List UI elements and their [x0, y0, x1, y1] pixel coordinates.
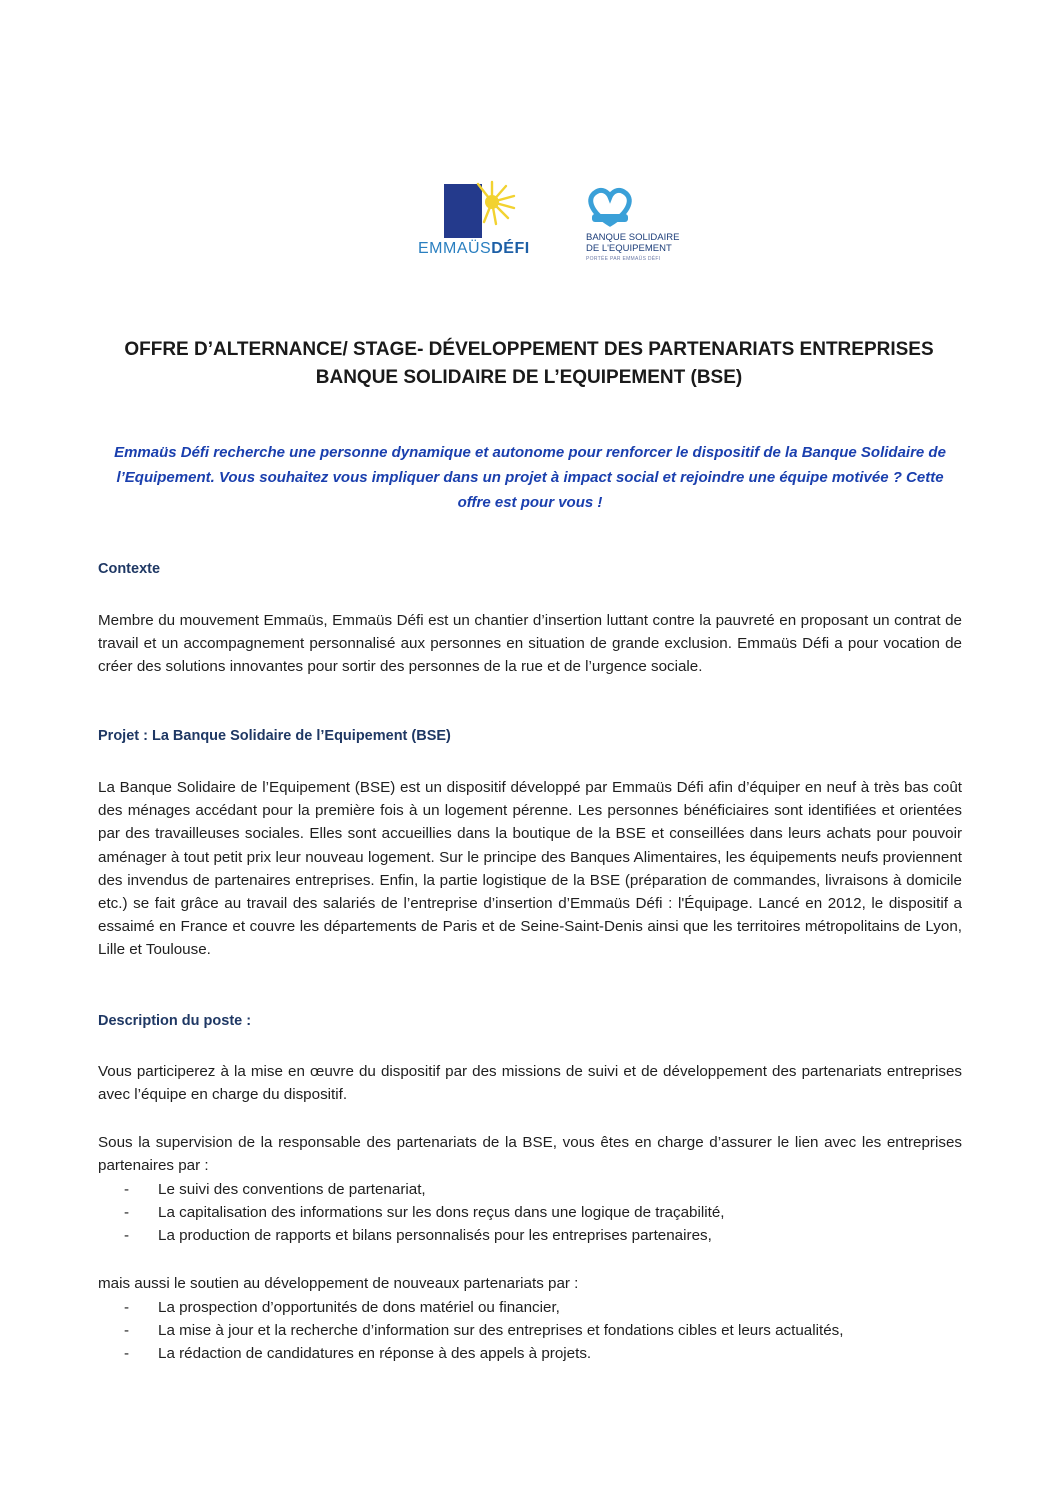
- bse-logo: [580, 184, 680, 276]
- header-logos: [410, 176, 680, 276]
- emmaus-defi-wordmark: EMMAÜSDÉFI: [418, 240, 530, 257]
- intro-paragraph: Emmaüs Défi recherche une personne dynamique et autonome pour renforcer le dispositif de la Banque Solidaire de l’Equipement. Vous souhaitez vous impliquer dans un projet à impact social et rejoindre une équipe motivée ? Cette offre est pour vous !: [114, 444, 946, 511]
- heart-armchair-icon: [580, 184, 640, 230]
- title-line-2: BANQUE SOLIDAIRE DE L’EQUIPEMENT (BSE): [315, 367, 743, 388]
- bse-wordmark: BANQUE SOLIDAIRE DE L'EQUIPEMENT PORTÉE PAR EMMAÜS DÉFI: [586, 232, 680, 262]
- list-item: - La capitalisation des informations sur les dons reçus dans une logique de traçabilité,: [124, 1204, 725, 1222]
- title-line-1: OFFRE D’ALTERNANCE/ STAGE- DÉVELOPPEMENT DES PARTENARIATS ENTREPRISES: [124, 339, 934, 360]
- emmaus-defi-logo: [410, 176, 540, 268]
- page-title: [60, 336, 998, 392]
- description-paragraph-1: Vous participerez à la mise en œuvre du dispositif par des missions de suivi et de développement des partenariats entreprises avec l’équipe en charge du dispositif.: [98, 1063, 962, 1104]
- description-heading: Description du poste :: [98, 1013, 252, 1029]
- contexte-paragraph: Membre du mouvement Emmaüs, Emmaüs Défi est un chantier d’insertion luttant contre la pauvreté en proposant un contrat de travail et un accompagnement personnalisé aux personnes en situation de grande exclusion. Emmaüs Défi a pour vocation de créer des solutions innovantes pour sortir des personnes de la rue et de l’urgence sociale.: [98, 612, 962, 676]
- list-item: - La mise à jour et la recherche d’information sur des entreprises et fondations cibles et leurs actualités,: [124, 1322, 844, 1340]
- emmaus-defi-sun-icon: [410, 176, 540, 240]
- projet-heading: Projet : La Banque Solidaire de l’Equipement (BSE): [98, 728, 451, 744]
- description-paragraph-2: Sous la supervision de la responsable des partenariats de la BSE, vous êtes en charge d’assurer le lien avec les entreprises partenaires par :: [98, 1134, 962, 1175]
- description-paragraph-3: mais aussi le soutien au développement de nouveaux partenariats par :: [98, 1275, 579, 1292]
- contexte-heading: Contexte: [98, 561, 161, 577]
- list-item: - La production de rapports et bilans personnalisés pour les entreprises partenaires,: [124, 1227, 712, 1245]
- list-item: - La prospection d’opportunités de dons matériel ou financier,: [124, 1299, 560, 1316]
- list-item: - Le suivi des conventions de partenariat,: [124, 1181, 426, 1198]
- list-item: - La rédaction de candidatures en réponse à des appels à projets.: [124, 1345, 592, 1363]
- prospection-tasks-list: [124, 1296, 964, 1366]
- projet-paragraph: La Banque Solidaire de l’Equipement (BSE) est un dispositif développé par Emmaüs Défi afin d’équiper en neuf à très bas coût des ménages accédant pour la première fois à un logement pérenne. Les personnes bénéficiaires sont identifiées et orientées par des travailleuses sociales. Elles sont accueillies dans la boutique de la BSE et conseillées dans leurs achats pour pouvoir aménager à tout petit prix leur nouveau logement. Sur le principe des Banques Alimentaires, les équipements neufs proviennent des invendus de partenaires entreprises. Enfin, la partie logistique de la BSE (préparation de commandes, livraisons à domicile etc.) se fait grâce au travail des salariés de l’entreprise d’insertion d’Emmaüs Défi : l'Équipage. Lancé en 2012, le dispositif a essaimé en France et couvre les départements de Paris et de Seine-Saint-Denis ainsi que les territoires métropolitains de Lyon, Lille et Toulouse.: [98, 779, 962, 959]
- entreprise-tasks-list: [124, 1178, 964, 1248]
